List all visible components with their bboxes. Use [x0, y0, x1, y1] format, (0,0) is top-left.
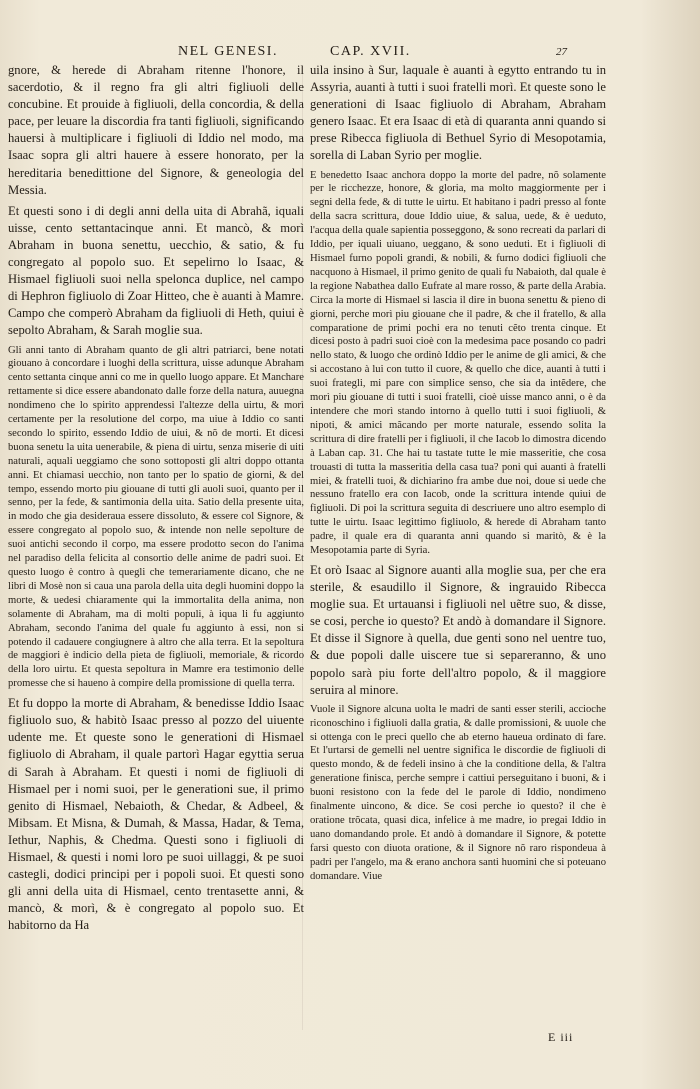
commentary-paragraph: Vuole il Signore alcuna uolta le madri de santi esser sterili, accioche riconoschino i figliuoli dalla gratia, & dalle promissioni, & uuole che si ottenga con le preci quello che ab eterno haueua ordinato di fare. Et l'urtarsi de gemelli nel uentre significa le discordie de figliuoli di questo mondo, & de fedeli insino à che la conditione della, & l'altra generatione finisca, perche sempre i cattiui perseguitano i buoni, & i buoni resistono con la fede del le parole di Iddio, nondimeno finalmente uincono, & dice. Se cosi perche io questo? il che è oratione trõcata, quasi dica, infelice à me madre, io pregai Iddio in uano domandando prole. Et andò à domandare il Signore, & potette farsi questo con diuota oratione, & il Signore nõ raro rispondeua à padri per l'angelo, ma & erano anchora santi huomini che si poteuano domandare. Viue [310, 703, 606, 882]
scripture-paragraph: Et orò Isaac al Signore auanti alla moglie sua, per che era sterile, & esaudillo il Signore, & ingrauido Ribecca moglie sua. Et urtauansi i figliuoli nel uẽtre suo, & disse, se cosi, perche io questo? Et andò à domandare il Signore. Et disse il Signore à quella, due genti sono nel uentre tuo, & due popoli dalle uiscere tue si separeranno, & uno popolo sarà piu forte dell'altro popolo, & il maggiore seruira al minore. [310, 562, 606, 697]
scripture-paragraph: uila insino à Sur, laquale è auanti à egytto entrando tu in Assyria, auanti à tutti i suoi fratelli morì. Et queste sono le generationi di Isaac figliuolo di Abraham, Abraham genero Isaac. Et era Isaac di età di quaranta anni quando si prese Ribecca figliuola di Bethuel Syrio di Mesopotamia, sorella di Laban Syrio per moglie. [310, 63, 606, 163]
commentary-paragraph: E benedetto Isaac anchora doppo la morte del padre, nõ solamente per le ricchezze, honore, & gloria, ma molto maggiormente per i segni della fede, & di tutte le uirtu. Et habitano i padri presso al fonte della sacra scrittura, doue Iddio uiue, & salua, uede, & è ueduto, l'acqua della quale sapientia posseggono, & sono recreati da parlari di Iddio, per iquali uiuano, ueggano, & sono ueduti. Et i figliuoli di Hismael furno popoli grandi, & nobili, & furno dodici figliuoli che nacquono à Hismael, il primo genito de quali fu Nabaioth, dal quale è la regione Nabathea dallo Eufrate al mare rosso, & parte della Arabia. Circa la morte di Hismael si lascia il dire in buona senettu & pieno di giorni, perche morì piu giouane che il padre, & che il fratello, & alla comparatione de primi pochi era no tenuti cẽto trenta cinque. Et dicesi posto à padri suoi cioè con la medesima pace posando co padri nello stato, & luogo che ordinò Iddio per le anime de gli amici, & che si accostano à lui con tutto il cuore, & quello che dice, auanti à tutti i suoi frategli, mi pare con simplice senso, che sia da intẽdere, che morì piu giouane di tutti i suoi fratelli, cioè uisse manco anni, o è da intendere che morì stando intorno à quello tutti i suoi figliuoli, & nipoti, & amici mãcando per morte naturale, essendo solita la scrittura di dire fratelli per i figliuoli, il che Iacob lo dimostra dicendo à Laban cap. 31. Che hai tu tastate tutte le mie masseritie, che cosa trouasti di tutta la masseritia della casa tua? poni qui auanti à fratelli miei, & fratelli tuoi, & dichiarino fra ambe due noi, doue si uede che nessuno fratello era con Iacob, onde la scrittura intende quiui de figliuoli. Di poi la scrittura seguita di descriuere uno altro esemplo di tutte le uirtu. Isaac legittimo figliuolo, & herede di Abraham tanto padre, il quale era di quaranta anni quando si maritò, & è la Mesopotamia parte di Syria. [310, 169, 606, 557]
header-chapter: CAP. XVII. [330, 44, 411, 59]
page-gutter-shadow [640, 0, 700, 1089]
header-book-title: NEL GENESI. [178, 44, 278, 59]
signature-mark: E iii [548, 1030, 574, 1044]
scripture-paragraph: Et questi sono i di degli anni della uita di Abrahã, iquali uisse, cento settantacinque anni. Et mancò, & morì Abraham in buona senettu, uecchio, & satio, & fu congregato al popolo suo. Et sepelirno lo Isaac, & Hismael figliuoli suoi nella spelonca duplice, nel campo di Hephron figliuolo di Zoar Hitteo, che è auanti à Mamre. Campo che comperò Abraham da figliuoli di Heth, quiui è sepolto Abraham, & Sarah moglie sua. [8, 203, 304, 338]
commentary-paragraph: Gli anni tanto di Abraham quanto de gli altri patriarci, bene notati giouano à concordare i luoghi della scrittura, uisse adunque Abraham cento settanta cinque anni co me in quello luogo appare. Et Manchare rettamente si dice essere abandonato dalle forze della natura, auuegna nondimeno che lo spirito apprendessi l'altezze della uirtu, & morì certamente per la resolutione del corpo, ma uiue à Iddio co santi secondo lo spirito, essendo Iddio de uiui, & nõ de morti. Et dicesi buona senetu la uita uenerabile, & piena di uirtu, senza miserie di uiti naturali, aquali ueggiamo che sono sottoposti gli altri doppo ottanta anni. Et chiamasi uecchio, non tanto per lo spatio de giorni, & del tempo, essendo morto piu giouane di tutti gli auoli suoi, quanto per il senno, per la fede, & santimonia della uita. Satio della presente uita, in modo che gia desideraua essere dissoluto, & essere col Signore, & essere congregato al popolo suo, & intende non nelle sepolture de suoi antichi secondo il corpo, ma essere prodotto secon do l'anima nel paradiso della felicita al consortio delle anime de padri suoi. Et questo luogo è contro à quegli che temerariamente dicano, che ne libri di Mosè non si caua una parola della uita degli huomini doppo la morte, & uedesi chiaramente qui la immortalita della anima, non solamente di Abraham, ma di molti populi, à iqua li fu aggiunto Abraham, secondo l'anima del quale fu aggiunto à essi, non si potendo il cadauere congiugnere à altro che alla terra. Et la sepoltura de maggiori è indicio della pieta de figliuoli, memoriale, & ricordo della loro uirtu. Et questa sepoltura in Mamre era testimonio delle promesse che si haueno à compire della promissione di quella terra. [8, 344, 304, 690]
right-column [310, 62, 606, 1062]
page-number: 27 [556, 46, 567, 58]
left-column [8, 62, 304, 1062]
scripture-paragraph: gnore, & herede di Abraham ritenne l'honore, il sacerdotio, & il regno fra gli altri figliuoli delle concubine. Et prouide à figliuoli, della concordia, & della pace, per leuare la discordia fra tanti figliuoli, significando hauersi à multiplicare i figliuoli di Iddio nel modo, ma Isaac sopra gli altri hauere à essere honorato, per la hereditaria benedittione del Signore, & geneologia del Messia. [8, 63, 304, 197]
scripture-paragraph: Et fu doppo la morte di Abraham, & benedisse Iddio Isaac figliuolo suo, & habitò Isaac presso al pozzo del uiuente udente me. Et queste sono le generationi di Hismael figliuolo di Abraham, il quale partorì Hagar egyttia serua di Sarah à Abraham. Et questi i nomi de figliuoli di Hismael per i nomi suoi, per le generationi sue, il primo genito di Hismael, Nebaioth, & Chedar, & Adbeel, & Mibsam. Et Misna, & Dumah, & Massa, Hadar, & Tema, Iethur, Naphis, & Chedma. Questi sono i figliuoli di Hismael, & questi i nomi loro pe suoi uillaggi, & pe suoi castegli, dodici principi per i popoli suoi. Et questi sono gli anni della uita di Hismael, cento trentasette anni, & mancò, & morì, & è congregato al popolo suo. Et habitorno da Ha [8, 696, 304, 933]
